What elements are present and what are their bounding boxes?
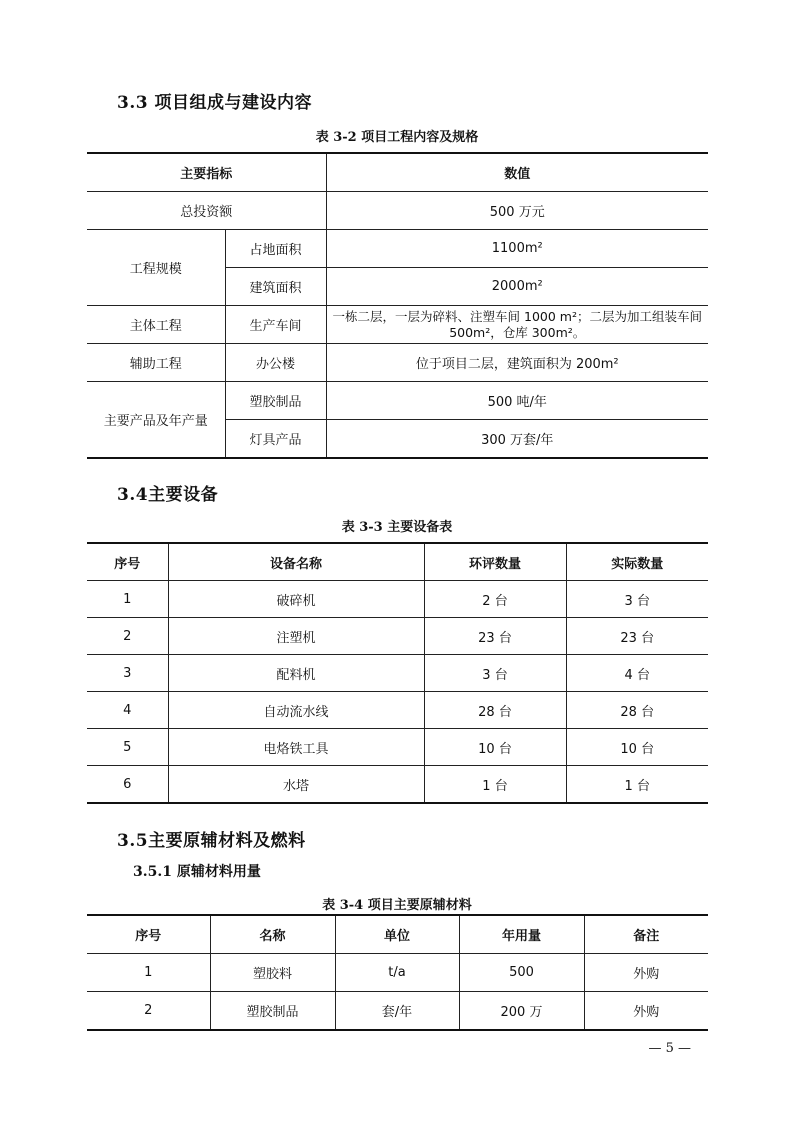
table-cell: 3 台	[424, 655, 566, 692]
table-row	[87, 618, 708, 655]
table-row	[87, 344, 708, 382]
table-3-2-caption: 表 3-2 项目工程内容及规格	[315, 130, 479, 145]
table-cell: t/a	[335, 954, 459, 992]
table-cell: 1	[87, 581, 168, 618]
header-value: 数值	[326, 153, 708, 192]
cell-value: 一栋二层，一层为碎料、注塑车间 1000 m²；二层为加工组装车间 500m²，仓库 300m²。	[326, 306, 708, 344]
table-cell: 4	[87, 692, 168, 729]
cell-value: 2000m²	[326, 268, 708, 306]
cell-group-label: 工程规模	[87, 230, 225, 306]
table-cell: 4 台	[566, 655, 708, 692]
table-3-4	[87, 914, 708, 1031]
cell-value: 500 万元	[326, 192, 708, 230]
table-row	[87, 729, 708, 766]
cell-group-label: 辅助工程	[87, 344, 225, 382]
table-cell: 6	[87, 766, 168, 804]
cell-value: 300 万套/年	[326, 420, 708, 459]
table-header-row	[87, 915, 708, 954]
table-cell: 3 台	[566, 581, 708, 618]
header-indicator: 主要指标	[87, 153, 326, 192]
section-3-5-1-heading: 3.5.1 原辅材料用量	[133, 864, 261, 880]
cell-group-label: 主要产品及年产量	[87, 382, 225, 459]
table-cell: 破碎机	[168, 581, 424, 618]
header-cell: 单位	[335, 915, 459, 954]
cell-sublabel: 占地面积	[225, 230, 326, 268]
cell-sublabel: 塑胶制品	[225, 382, 326, 420]
table-cell: 23 台	[566, 618, 708, 655]
table-cell: 2	[87, 618, 168, 655]
section-3-4-heading: 3.4主要设备	[117, 485, 219, 505]
header-cell: 序号	[87, 915, 210, 954]
table-cell: 10 台	[566, 729, 708, 766]
cell-value: 位于项目二层，建筑面积为 200m²	[326, 344, 708, 382]
table-cell: 套/年	[335, 992, 459, 1031]
table-3-4-caption: 表 3-4 项目主要原辅材料	[322, 898, 472, 913]
table-row	[87, 992, 708, 1031]
table-cell: 外购	[584, 992, 708, 1031]
table-cell: 23 台	[424, 618, 566, 655]
table-row	[87, 382, 708, 420]
table-cell: 2 台	[424, 581, 566, 618]
table-cell: 10 台	[424, 729, 566, 766]
table-cell: 28 台	[424, 692, 566, 729]
table-cell: 塑胶料	[210, 954, 335, 992]
table-row	[87, 581, 708, 618]
cell-sublabel: 灯具产品	[225, 420, 326, 459]
table-row	[87, 692, 708, 729]
table-row	[87, 655, 708, 692]
table-cell: 1	[87, 954, 210, 992]
table-cell: 5	[87, 729, 168, 766]
header-cell: 设备名称	[168, 543, 424, 581]
table-cell: 配料机	[168, 655, 424, 692]
table-row	[87, 954, 708, 992]
cell-sublabel: 办公楼	[225, 344, 326, 382]
table-3-3	[87, 542, 708, 804]
header-cell: 序号	[87, 543, 168, 581]
cell-label: 总投资额	[87, 192, 326, 230]
table-cell: 200 万	[459, 992, 584, 1031]
header-cell: 名称	[210, 915, 335, 954]
cell-value: 1100m²	[326, 230, 708, 268]
table-cell: 水塔	[168, 766, 424, 804]
table-cell: 外购	[584, 954, 708, 992]
table-3-3-caption: 表 3-3 主要设备表	[341, 520, 453, 535]
table-row	[87, 306, 708, 344]
table-cell: 500	[459, 954, 584, 992]
table-cell: 3	[87, 655, 168, 692]
header-cell: 年用量	[459, 915, 584, 954]
table-cell: 1 台	[424, 766, 566, 804]
table-cell: 28 台	[566, 692, 708, 729]
table-cell: 2	[87, 992, 210, 1031]
section-3-5-heading: 3.5主要原辅材料及燃料	[117, 831, 306, 851]
table-cell: 注塑机	[168, 618, 424, 655]
cell-sublabel: 建筑面积	[225, 268, 326, 306]
table-row	[87, 153, 708, 192]
table-cell: 自动流水线	[168, 692, 424, 729]
header-cell: 环评数量	[424, 543, 566, 581]
table-3-2	[87, 152, 708, 459]
table-row	[87, 230, 708, 268]
header-cell: 备注	[584, 915, 708, 954]
header-cell: 实际数量	[566, 543, 708, 581]
table-header-row	[87, 543, 708, 581]
table-cell: 电烙铁工具	[168, 729, 424, 766]
table-cell: 塑胶制品	[210, 992, 335, 1031]
cell-sublabel: 生产车间	[225, 306, 326, 344]
table-cell: 1 台	[566, 766, 708, 804]
table-row	[87, 766, 708, 804]
page-number: — 5 —	[648, 1041, 691, 1056]
cell-value: 500 吨/年	[326, 382, 708, 420]
cell-group-label: 主体工程	[87, 306, 225, 344]
table-row	[87, 192, 708, 230]
section-3-3-heading: 3.3 项目组成与建设内容	[117, 93, 312, 113]
